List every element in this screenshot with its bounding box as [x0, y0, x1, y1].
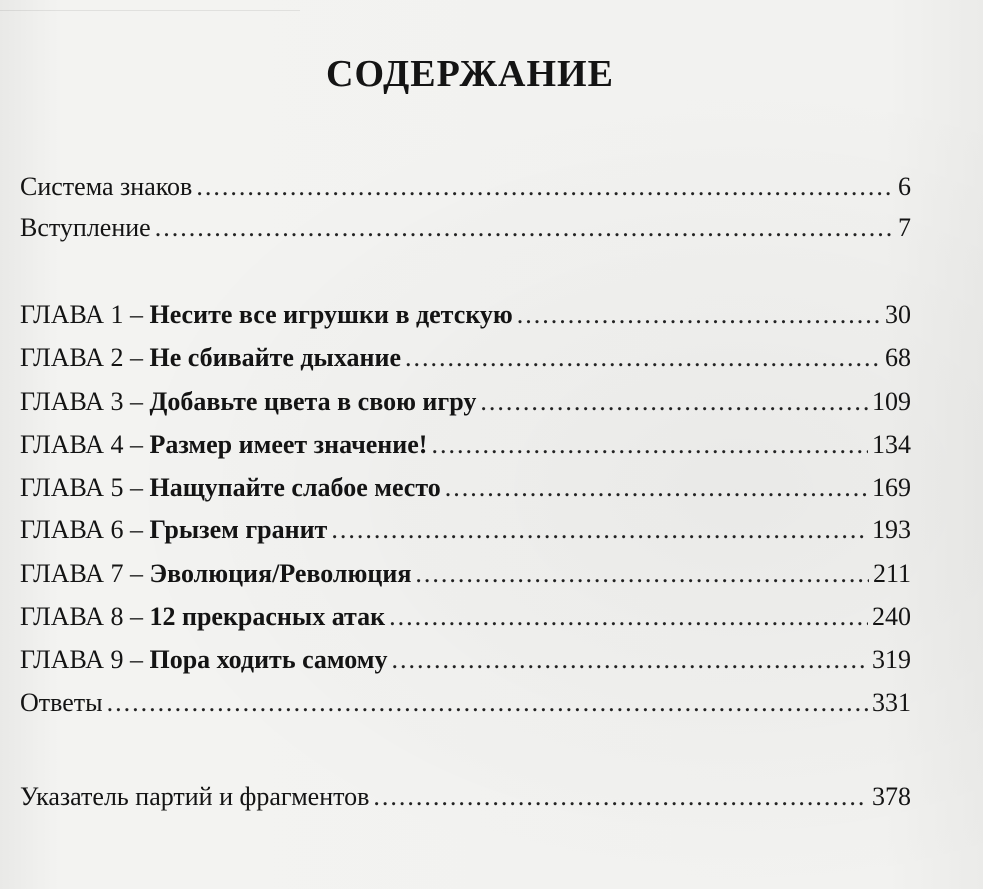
toc-chapter-title: Эволюция/Революция [149, 559, 412, 588]
toc-entry-chapter-2 [20, 341, 911, 375]
toc-entry-games-index [20, 780, 911, 814]
toc-entry-chapter-6 [20, 513, 911, 547]
toc-entry-chapter-8 [20, 600, 911, 634]
toc-entry-chapter-5 [20, 471, 911, 505]
toc-leader-dots [415, 557, 869, 591]
toc-entry-label: Ответы [20, 688, 103, 717]
toc-page-number: 6 [898, 172, 911, 201]
toc-chapter-number: ГЛАВА 7 – [20, 559, 143, 588]
toc-entry-chapter-3 [20, 385, 911, 419]
toc-page-number: 211 [872, 559, 911, 588]
toc-chapter-number: ГЛАВА 6 – [20, 515, 143, 544]
toc-leader-dots [392, 643, 868, 677]
toc-chapter-title: 12 прекрасных атак [149, 602, 386, 631]
toc-chapter-title: Размер имеет значение! [149, 430, 428, 459]
toc-leader-dots [373, 780, 868, 814]
toc-chapter-title: Грызем гранит [149, 515, 328, 544]
toc-page-number: 319 [872, 645, 911, 674]
toc-chapter-number: ГЛАВА 8 – [20, 602, 143, 631]
toc-chapter-title: Пора ходить самому [149, 645, 388, 674]
toc-page-number: 109 [872, 387, 911, 416]
toc-entry-chapter-4 [20, 428, 911, 462]
toc-entry-answers [20, 686, 911, 720]
toc-entry-chapter-1 [20, 298, 911, 332]
toc-chapter-title: Нащупайте слабое место [149, 473, 441, 502]
toc-page-number: 7 [898, 213, 911, 242]
toc-chapter-number: ГЛАВА 5 – [20, 473, 143, 502]
toc-chapter-number: ГЛАВА 9 – [20, 645, 143, 674]
toc-leader-dots [331, 513, 868, 547]
top-rule [0, 10, 300, 11]
toc-chapter-title: Добавьте цвета в свою игру [149, 387, 477, 416]
toc-page-number: 134 [872, 430, 911, 459]
toc-chapter-number: ГЛАВА 1 – [20, 300, 143, 329]
toc-leader-dots [445, 471, 868, 505]
toc-page-number: 240 [872, 602, 911, 631]
toc-entry-system-of-signs [20, 170, 911, 204]
toc-entry-introduction [20, 211, 911, 245]
toc-leader-dots [405, 341, 881, 375]
toc-leader-dots [389, 600, 868, 634]
toc-leader-dots [480, 385, 868, 419]
page-title: СОДЕРЖАНИЕ [326, 53, 614, 95]
toc-entry-chapter-9 [20, 643, 911, 677]
toc-chapter-number: ГЛАВА 2 – [20, 343, 143, 372]
toc-entry-label: Система знаков [20, 172, 193, 201]
toc-chapter-title: Не сбивайте дыхание [149, 343, 402, 372]
toc-leader-dots [107, 686, 868, 720]
toc-entry-label: Указатель партий и фрагментов [20, 782, 370, 811]
toc-leader-dots [155, 211, 894, 245]
toc-entry-chapter-7 [20, 557, 911, 591]
toc-chapter-title: Несите все игрушки в детскую [149, 300, 513, 329]
toc-page-number: 193 [872, 515, 911, 544]
toc-chapter-number: ГЛАВА 3 – [20, 387, 143, 416]
toc-chapter-number: ГЛАВА 4 – [20, 430, 143, 459]
toc-leader-dots [517, 298, 881, 332]
toc-leader-dots [431, 428, 868, 462]
toc-page-number: 68 [885, 343, 911, 372]
toc-entry-label: Вступление [20, 213, 151, 242]
toc-page-number: 331 [872, 688, 911, 717]
toc-page-number: 378 [872, 782, 911, 811]
toc-page-number: 169 [872, 473, 911, 502]
toc-page-number: 30 [885, 300, 911, 329]
toc-leader-dots [196, 170, 894, 204]
